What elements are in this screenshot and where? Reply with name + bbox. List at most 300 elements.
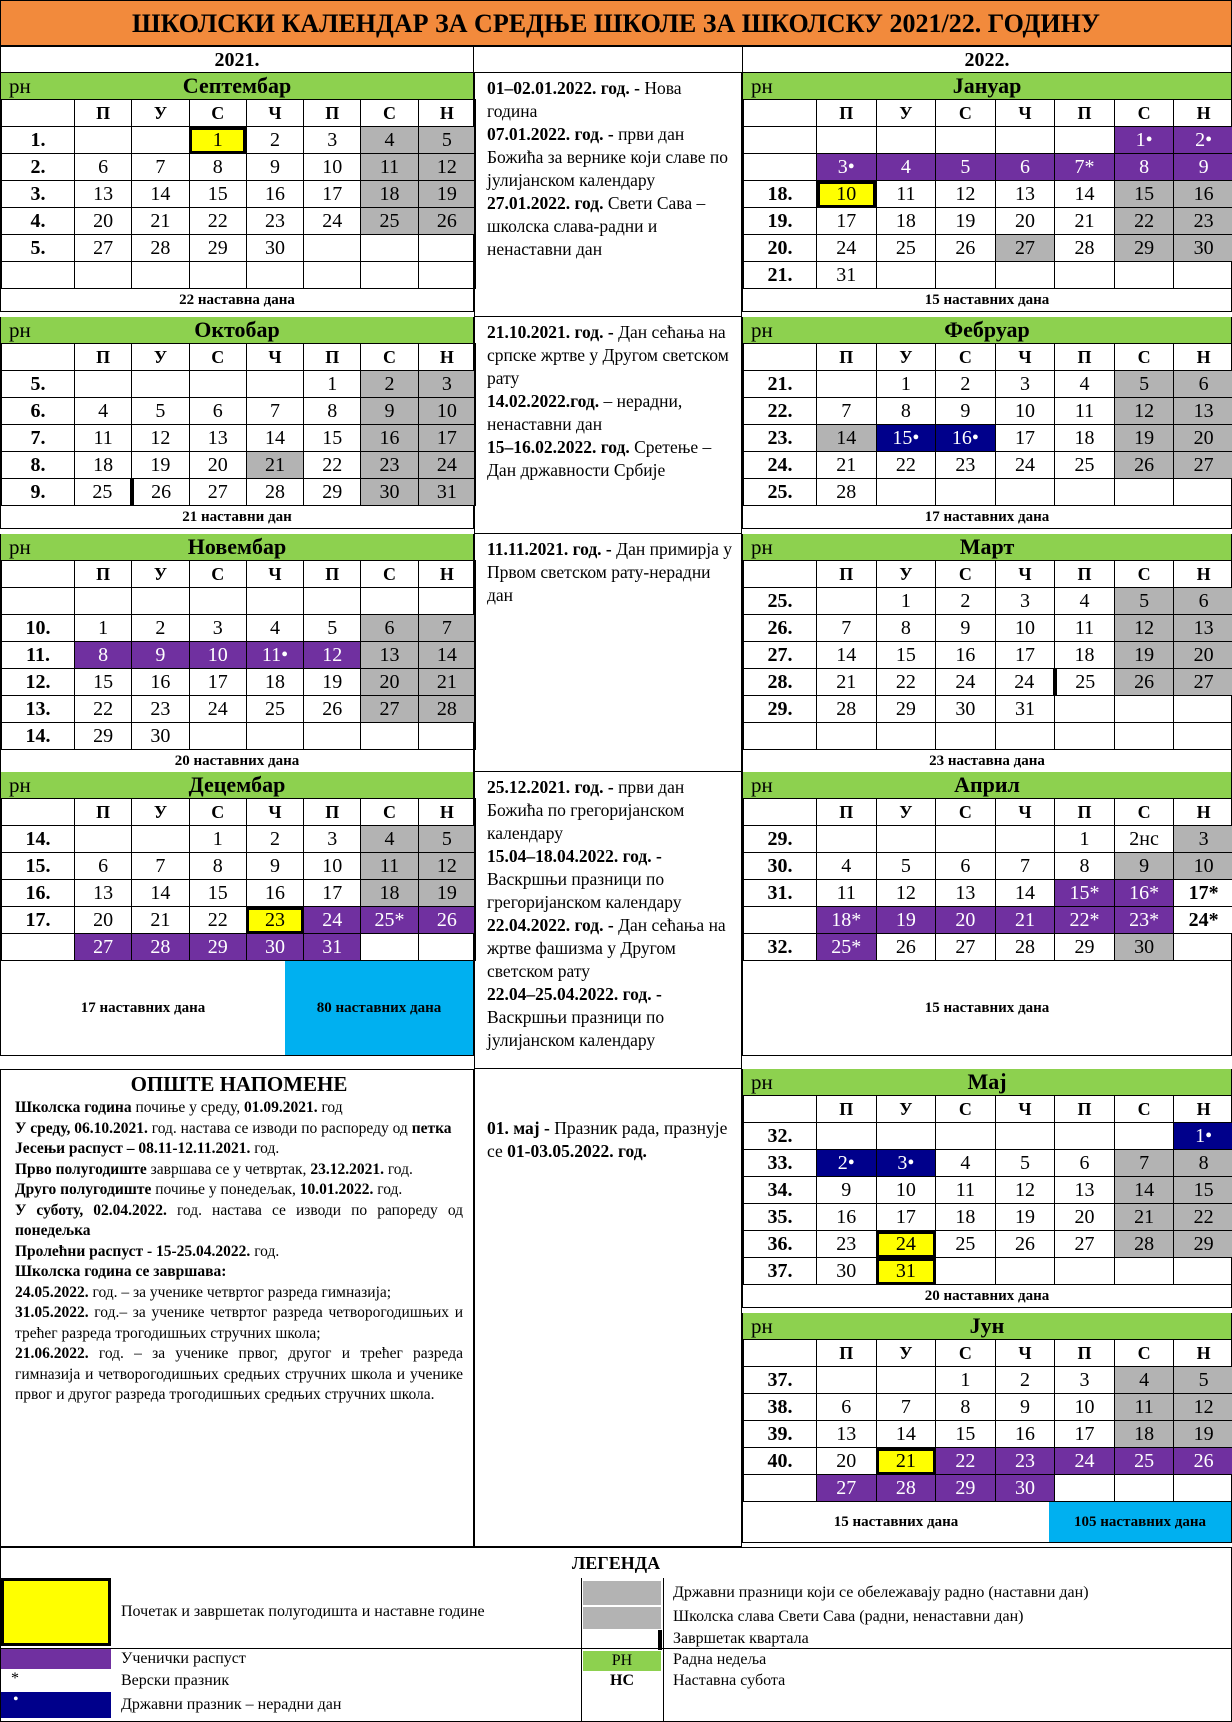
week-row (744, 262, 1232, 289)
teaching-days-count: 15 наставних дана (833, 1514, 959, 1530)
day-cell: 21 (876, 1448, 936, 1475)
day-cell: 1• (1174, 1123, 1232, 1150)
week-row (744, 615, 1232, 642)
month-name: Јануар (952, 73, 1022, 98)
weekday-header: У (876, 1096, 936, 1123)
day-cell: 3 (304, 826, 361, 853)
day-cell: 13 (75, 181, 132, 208)
day-cell: 25 (876, 235, 936, 262)
day-cell: 11 (1114, 1394, 1174, 1421)
day-cell: 7* (1055, 154, 1115, 181)
note-bold: 01. мај - (487, 1118, 555, 1138)
note-bold: 21.06.2022. (15, 1345, 89, 1362)
week-row (744, 934, 1232, 961)
notes-may (474, 1069, 742, 1547)
weekday-header: Ч (995, 344, 1055, 371)
weekday-header: П (817, 100, 877, 127)
day-cell: 16• (936, 425, 996, 452)
week-row (2, 696, 476, 723)
month-october (0, 317, 474, 529)
month-header (743, 317, 1231, 343)
general-note-item (15, 1201, 463, 1242)
weekday-header-empty (2, 799, 75, 826)
week-row (2, 154, 476, 181)
day-cell: 1 (1055, 826, 1115, 853)
day-cell: 23 (246, 208, 303, 235)
note-bold: 21.10.2021. год. - (487, 322, 619, 342)
general-note-item (15, 1160, 463, 1181)
week-row (744, 696, 1232, 723)
day-cell (361, 588, 418, 615)
day-cell: 20 (995, 208, 1055, 235)
day-cell: 25 (1114, 1448, 1174, 1475)
note-text: Свети Сава – школска слава-радни и ненаставни дан (487, 193, 706, 259)
month-header (743, 73, 1231, 99)
rn-label: рн (751, 74, 773, 98)
legend-vdivider-2 (663, 1578, 664, 1722)
general-note-item (15, 1119, 463, 1140)
day-cell: 3• (817, 154, 877, 181)
day-cell: 29 (189, 235, 246, 262)
day-cell: 26 (132, 479, 189, 506)
weekday-header: П (817, 1340, 877, 1367)
weekday-header: С (936, 1340, 996, 1367)
note-bold: 11.11.2021. год. - (487, 539, 617, 559)
month-name: Новембар (187, 534, 287, 559)
day-cell: 8 (304, 398, 361, 425)
note-bold: 10.01.2022. (299, 1181, 374, 1198)
day-cell: 9 (246, 853, 303, 880)
month-table (743, 560, 1232, 750)
day-cell: 25* (361, 907, 418, 934)
weekday-header: С (936, 100, 996, 127)
weekday-header: С (1114, 1340, 1174, 1367)
day-cell: 9 (1174, 154, 1232, 181)
week-row (744, 826, 1232, 853)
day-cell: 5 (1114, 371, 1174, 398)
week-number: 30. (744, 853, 817, 880)
day-cell: 5 (418, 826, 475, 853)
day-cell: 25 (1055, 669, 1115, 696)
weekday-header: С (1114, 1096, 1174, 1123)
week-row (744, 1421, 1232, 1448)
day-cell: 18 (1055, 425, 1115, 452)
day-cell: 5 (304, 615, 361, 642)
day-cell (246, 262, 303, 289)
weekday-header: П (304, 344, 361, 371)
day-cell: 20 (189, 452, 246, 479)
day-cell (189, 723, 246, 750)
week-number: 3. (2, 181, 75, 208)
day-cell: 11 (876, 181, 936, 208)
weekday-header: У (876, 1340, 936, 1367)
weekday-header: С (936, 799, 996, 826)
day-cell: 6 (936, 853, 996, 880)
weekday-header: С (189, 344, 246, 371)
month-table (743, 1095, 1232, 1285)
weekday-header: С (189, 561, 246, 588)
day-cell: 20 (936, 907, 996, 934)
week-row (2, 642, 476, 669)
day-cell: 14 (1055, 181, 1115, 208)
week-number: 34. (744, 1177, 817, 1204)
weekday-header-row (744, 799, 1232, 826)
week-number: 40. (744, 1448, 817, 1475)
day-cell: 5 (936, 154, 996, 181)
weekday-header-empty (744, 1096, 817, 1123)
day-cell: 12 (418, 853, 475, 880)
day-cell (304, 235, 361, 262)
day-cell: 24* (1174, 907, 1232, 934)
week-row (744, 1231, 1232, 1258)
day-cell (936, 127, 996, 154)
day-cell (995, 479, 1055, 506)
weekday-header: С (361, 100, 418, 127)
day-cell: 12 (1174, 1394, 1232, 1421)
month-name: Септембар (182, 73, 292, 98)
note-text: год. (373, 1181, 403, 1198)
general-note-item (15, 1098, 463, 1119)
note-text: год. – за ученике четвртог разреда гимназија; (88, 1283, 392, 1301)
day-cell (75, 262, 132, 289)
day-cell: 7 (876, 1394, 936, 1421)
day-cell: 5 (132, 398, 189, 425)
teaching-days-count: 15 наставних дана (924, 292, 1050, 308)
note-bold: Школска година се завршава: (15, 1263, 227, 1280)
day-cell: 10 (1055, 1394, 1115, 1421)
week-row (744, 181, 1232, 208)
day-cell: 7 (132, 154, 189, 181)
weekday-header: Ч (995, 100, 1055, 127)
day-cell: 7 (132, 853, 189, 880)
legend-gray-swatch-1 (583, 1581, 661, 1605)
day-cell: 9 (936, 615, 996, 642)
note-bold: Јесењи распуст – 08.11-12.11.2021. (15, 1140, 251, 1157)
day-cell: 19 (132, 452, 189, 479)
week-number: 5. (2, 235, 75, 262)
weekday-header: У (132, 344, 189, 371)
week-row (744, 1475, 1232, 1502)
week-row (744, 1123, 1232, 1150)
note-text: Васкршњи празници по грегоријанском календару (487, 869, 682, 912)
day-cell: 10 (304, 154, 361, 181)
day-cell: 15 (75, 669, 132, 696)
note-text: год.– за ученике четвртог разреда четворогодишњих и трећег разреда трогодишњих стручних школа; (15, 1304, 463, 1342)
day-cell: 14 (995, 880, 1055, 907)
day-cell: 26 (995, 1231, 1055, 1258)
day-cell (246, 371, 303, 398)
general-notes (0, 1069, 474, 1547)
month-table (1, 560, 476, 750)
note-text: год. настава се изводи по распореду од (147, 1119, 412, 1137)
day-cell: 20 (817, 1448, 877, 1475)
week-number: 39. (744, 1421, 817, 1448)
day-cell (1055, 1258, 1115, 1285)
day-cell: 14 (246, 425, 303, 452)
year-2022-label: 2022. (742, 46, 1232, 73)
weekday-header: Ч (246, 799, 303, 826)
day-cell (876, 1367, 936, 1394)
note-text: Васкршњи празници по јулијанском календару (487, 1007, 665, 1050)
week-row (744, 452, 1232, 479)
weekday-header-empty (2, 561, 75, 588)
day-cell: 5 (1114, 588, 1174, 615)
day-cell: 1 (75, 615, 132, 642)
weekday-header: Н (1174, 344, 1232, 371)
day-cell (936, 1258, 996, 1285)
day-cell (817, 1367, 877, 1394)
week-row (744, 880, 1232, 907)
week-row (2, 588, 476, 615)
day-cell: 6 (1174, 371, 1232, 398)
month-table (743, 798, 1232, 961)
week-number: 25. (744, 588, 817, 615)
day-cell: 4 (1055, 588, 1115, 615)
month-september (0, 73, 474, 312)
general-note-item (15, 1283, 463, 1304)
month-table (1, 798, 476, 961)
day-cell: 29 (876, 696, 936, 723)
day-cell (1114, 723, 1174, 750)
day-cell: 20 (361, 669, 418, 696)
day-cell: 4 (1055, 371, 1115, 398)
day-cell: 10 (1174, 853, 1232, 880)
day-cell: 1 (876, 588, 936, 615)
day-cell (1055, 127, 1115, 154)
week-row (2, 880, 476, 907)
week-row (744, 208, 1232, 235)
day-cell: 5 (876, 853, 936, 880)
day-cell: 23 (995, 1448, 1055, 1475)
day-cell (1055, 479, 1115, 506)
general-note-item (15, 1262, 463, 1283)
day-cell: 5 (995, 1150, 1055, 1177)
week-number: 14. (2, 826, 75, 853)
day-cell (1174, 696, 1232, 723)
day-cell: 24 (995, 669, 1055, 696)
day-cell (1114, 1475, 1174, 1502)
day-cell (418, 262, 475, 289)
note-bold: 27.01.2022. год. (487, 193, 608, 213)
day-cell: 27 (189, 479, 246, 506)
day-cell: 11 (1055, 615, 1115, 642)
day-cell (75, 588, 132, 615)
month-header (743, 1069, 1231, 1095)
week-row (744, 1177, 1232, 1204)
legend-star-label: Верски празник (121, 1672, 230, 1689)
note-text: Дан примирја у Првом светском рату-нерадни дан (487, 539, 733, 605)
note-text: завршава се у четвртак, (146, 1160, 311, 1178)
weekday-header-row (744, 100, 1232, 127)
day-cell: 24 (995, 452, 1055, 479)
day-cell: 11 (817, 880, 877, 907)
weekday-header: П (1055, 100, 1115, 127)
week-number (744, 127, 817, 154)
weekday-header: П (817, 1096, 877, 1123)
week-number: 23. (744, 425, 817, 452)
day-cell: 23 (817, 1231, 877, 1258)
week-row (744, 425, 1232, 452)
day-cell: 25 (246, 696, 303, 723)
day-cell (1174, 723, 1232, 750)
weekday-header: У (132, 561, 189, 588)
week-row (2, 371, 476, 398)
week-number: 1. (2, 127, 75, 154)
note-text: Празник рада, празнује се (487, 1118, 728, 1161)
day-cell: 27 (1174, 452, 1232, 479)
day-cell: 24 (304, 907, 361, 934)
day-cell: 20 (1174, 642, 1232, 669)
day-cell: 19 (1114, 642, 1174, 669)
weekday-header-row (744, 1096, 1232, 1123)
day-cell: 24 (189, 696, 246, 723)
day-cell: 12 (132, 425, 189, 452)
note-text: први дан Божића по грегоријанском календару (487, 777, 685, 843)
day-cell: 18 (246, 669, 303, 696)
week-number (744, 154, 817, 181)
week-number: 10. (2, 615, 75, 642)
week-number: 18. (744, 181, 817, 208)
month-header (743, 1313, 1231, 1339)
day-cell: 21 (817, 452, 877, 479)
day-cell: 13 (189, 425, 246, 452)
day-cell: 8 (75, 642, 132, 669)
week-number: 11. (2, 642, 75, 669)
day-cell: 11 (361, 853, 418, 880)
week-number: 32. (744, 1123, 817, 1150)
day-cell: 28 (876, 1475, 936, 1502)
general-note-item (15, 1180, 463, 1201)
day-cell: 1 (936, 1367, 996, 1394)
day-cell: 24 (817, 235, 877, 262)
day-cell: 19 (936, 208, 996, 235)
weekday-header: У (132, 799, 189, 826)
rn-label: рн (751, 535, 773, 559)
month-name: Децембар (188, 772, 286, 797)
day-cell: 6 (361, 615, 418, 642)
weekday-header: П (75, 561, 132, 588)
week-number (2, 262, 75, 289)
legend-purple-swatch (1, 1649, 111, 1669)
day-cell: 17 (418, 425, 475, 452)
week-number (744, 1475, 817, 1502)
week-row (2, 127, 476, 154)
day-cell: 16* (1114, 880, 1174, 907)
week-row (744, 398, 1232, 425)
day-cell: 20 (75, 208, 132, 235)
week-row (2, 669, 476, 696)
day-cell: 17 (995, 425, 1055, 452)
day-cell: 19 (1174, 1421, 1232, 1448)
day-cell: 16 (936, 642, 996, 669)
note-bold: петка (411, 1119, 452, 1137)
week-row (744, 669, 1232, 696)
day-cell: 28 (995, 934, 1055, 961)
week-row (744, 853, 1232, 880)
week-number: 37. (744, 1367, 817, 1394)
day-cell: 19 (995, 1204, 1055, 1231)
day-cell: 31 (876, 1258, 936, 1285)
week-number (2, 934, 75, 961)
day-cell: 6 (995, 154, 1055, 181)
week-row (2, 615, 476, 642)
month-name: Март (959, 534, 1015, 559)
day-cell: 20 (75, 907, 132, 934)
legend-quarter-mark (658, 1630, 662, 1650)
day-cell: 17 (189, 669, 246, 696)
day-cell: 5 (1174, 1367, 1232, 1394)
note-bold: 25.12.2021. год. - (487, 777, 619, 797)
day-cell: 24 (876, 1231, 936, 1258)
note-bold: 15.04–18.04.2022. год. - (487, 846, 662, 866)
month-header (1, 317, 473, 343)
day-cell: 1 (189, 826, 246, 853)
note-bold: У среду, 06.10.2021. (15, 1119, 148, 1137)
weekday-header: П (75, 100, 132, 127)
week-number: 26. (744, 615, 817, 642)
legend (0, 1547, 1232, 1722)
legend-gray-label-2: Школска слава Свети Сава (радни, ненаставни дан) (673, 1608, 1024, 1625)
weekday-header: У (876, 100, 936, 127)
day-cell: 27 (936, 934, 996, 961)
day-cell: 30 (1174, 235, 1232, 262)
day-cell: 21 (418, 669, 475, 696)
legend-dot-label: Државни празник – нерадни дан (121, 1696, 342, 1713)
day-cell: 17 (876, 1204, 936, 1231)
week-row (744, 1204, 1232, 1231)
weekday-header: П (1055, 561, 1115, 588)
day-cell: 28 (1055, 235, 1115, 262)
day-cell: 22 (189, 208, 246, 235)
rn-label: рн (751, 318, 773, 342)
note-text: почиње у понедељак, (151, 1181, 300, 1198)
week-number: 19. (744, 208, 817, 235)
day-cell: 31 (995, 696, 1055, 723)
day-cell: 26 (1174, 1448, 1232, 1475)
day-cell: 10 (304, 853, 361, 880)
day-cell: 30 (361, 479, 418, 506)
note-text: год. (383, 1160, 413, 1178)
year-2021-label: 2021. (0, 46, 474, 73)
legend-rn-label: Радна недеља (673, 1651, 767, 1668)
day-cell: 2 (246, 127, 303, 154)
day-cell: 12 (876, 880, 936, 907)
day-cell: 15 (189, 880, 246, 907)
legend-divider (1, 1648, 1232, 1649)
day-cell: 3 (304, 127, 361, 154)
teaching-days-count: 17 наставних дана (80, 1000, 206, 1016)
week-row (744, 1367, 1232, 1394)
week-number: 29. (744, 696, 817, 723)
day-cell: 16 (1174, 181, 1232, 208)
day-cell: 4 (936, 1150, 996, 1177)
note-bold: 23.12.2021. (310, 1160, 384, 1178)
day-cell: 3 (1174, 826, 1232, 853)
day-cell (361, 262, 418, 289)
weekday-header: П (304, 100, 361, 127)
day-cell: 27 (361, 696, 418, 723)
weekday-header: Н (418, 561, 475, 588)
day-cell (418, 723, 475, 750)
weekday-header-row (744, 1340, 1232, 1367)
month-june (742, 1313, 1232, 1543)
day-cell (995, 1123, 1055, 1150)
day-cell (361, 934, 418, 961)
day-cell: 10 (189, 642, 246, 669)
day-cell: 4 (876, 154, 936, 181)
legend-yellow-label: Почетак и завршетак полугодишта и наставне године (121, 1603, 485, 1620)
weekday-header-empty (2, 344, 75, 371)
